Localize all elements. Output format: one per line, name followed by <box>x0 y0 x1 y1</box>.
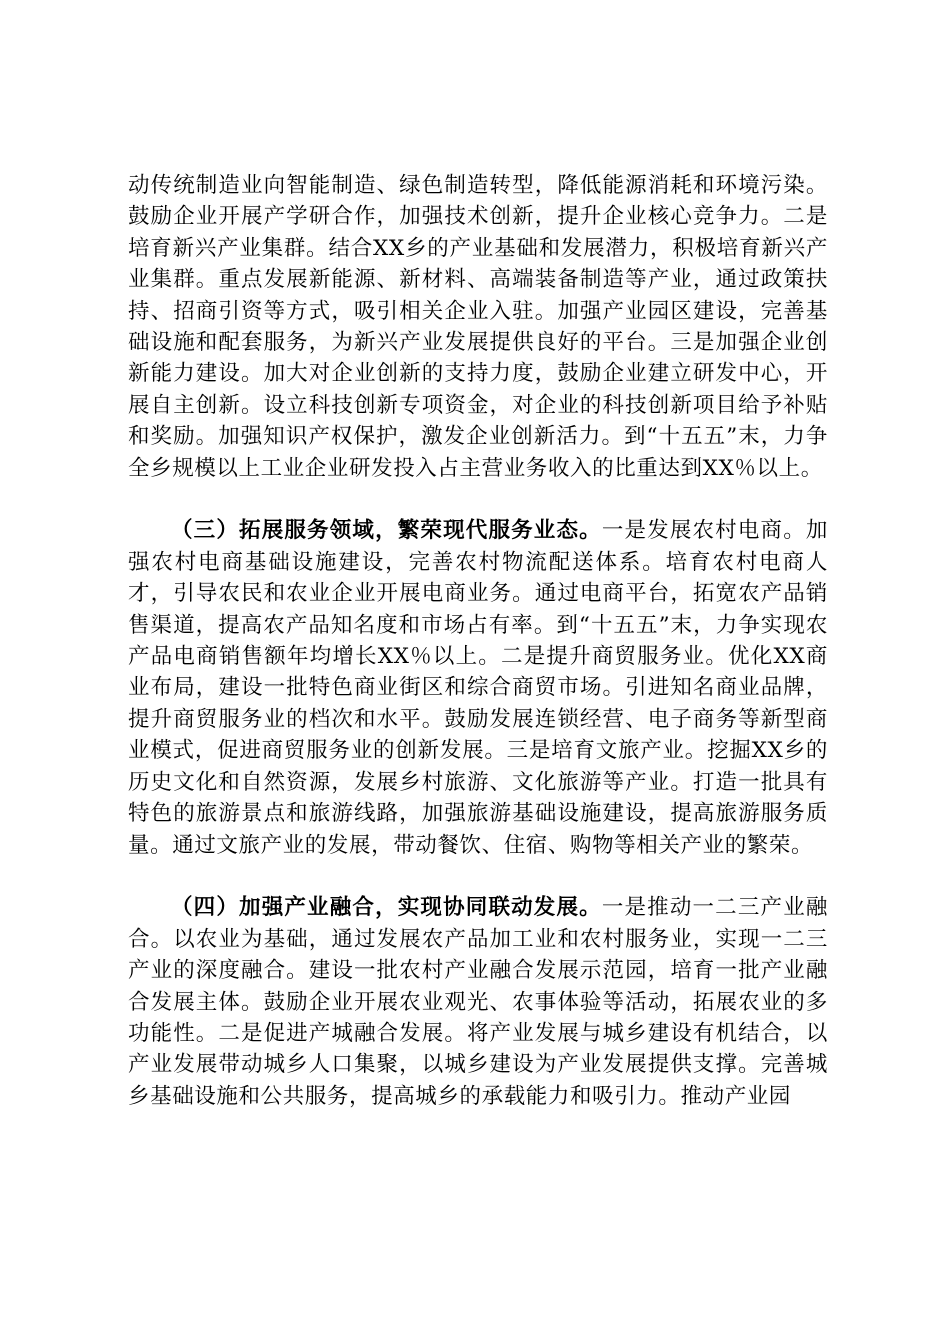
paragraph-text: 动传统制造业向智能制造、绿色制造转型，降低能源消耗和环境污染。鼓励企业开展产学研合作，加强技术创新，提升企业核心竞争力。二是培育新兴产业集群。结合XX乡的产业基础和发展潜力，积极培育新兴产业集群。重点发展新能源、新材料、高端装备制造等产业，通过政策扶持、招商引资等方式，吸引相关企业入驻。加强产业园区建设，完善基础设施和配套服务，为新兴产业发展提供良好的平台。三是加强企业创新能力建设。加大对企业创新的支持力度，鼓励企业建立研发中心，开展自主创新。设立科技创新专项资金，对企业的科技创新项目给予补贴和奖励。加强知识产权保护，激发企业创新活力。到“十五五”末，力争全乡规模以上工业企业研发投入占主营业务收入的比重达到XX％以上。 <box>128 173 828 481</box>
paragraph-integration <box>128 892 828 1112</box>
paragraph-gap <box>128 484 828 515</box>
paragraph-text: 一是推动一二三产业融合。以农业为基础，通过发展农产品加工业和农村服务业，实现一二三产业的深度融合。建设一批农村产业融合发展示范园，培育一批产业融合发展主体。鼓励企业开展农业观光、农事体验等活动，拓展农业的多功能性。二是促进产城融合发展。将产业发展与城乡建设有机结合，以产业发展带动城乡人口集聚，以城乡建设为产业发展提供支撑。完善城乡基础设施和公共服务，提高城乡的承载能力和吸引力。推动产业园 <box>128 895 828 1109</box>
section-heading-three: （三）拓展服务领域，繁荣现代服务业态。 <box>171 518 602 544</box>
document-page <box>128 170 828 1112</box>
section-heading-four: （四）加强产业融合，实现协同联动发展。 <box>171 895 602 921</box>
paragraph-services <box>128 515 828 860</box>
paragraph-text: 一是发展农村电商。加强农村电商基础设施建设，完善农村物流配送体系。培育农村电商人才，引导农民和农业企业开展电商业务。通过电商平台，拓宽农产品销售渠道，提高农产品知名度和市场占有率。到“十五五”末，力争实现农产品电商销售额年均增长XX％以上。二是提升商贸服务业。优化XX商业布局，建设一批特色商业街区和综合商贸市场。引进知名商业品牌，提升商贸服务业的档次和水平。鼓励发展连锁经营、电子商务等新型商业模式，促进商贸服务业的创新发展。三是培育文旅产业。挖掘XX乡的历史文化和自然资源，发展乡村旅游、文化旅游等产业。打造一批具有特色的旅游景点和旅游线路，加强旅游基础设施建设，提高旅游服务质量。通过文旅产业的发展，带动餐饮、住宿、购物等相关产业的繁荣。 <box>128 518 828 858</box>
paragraph-continued <box>128 170 828 484</box>
paragraph-gap <box>128 861 828 892</box>
